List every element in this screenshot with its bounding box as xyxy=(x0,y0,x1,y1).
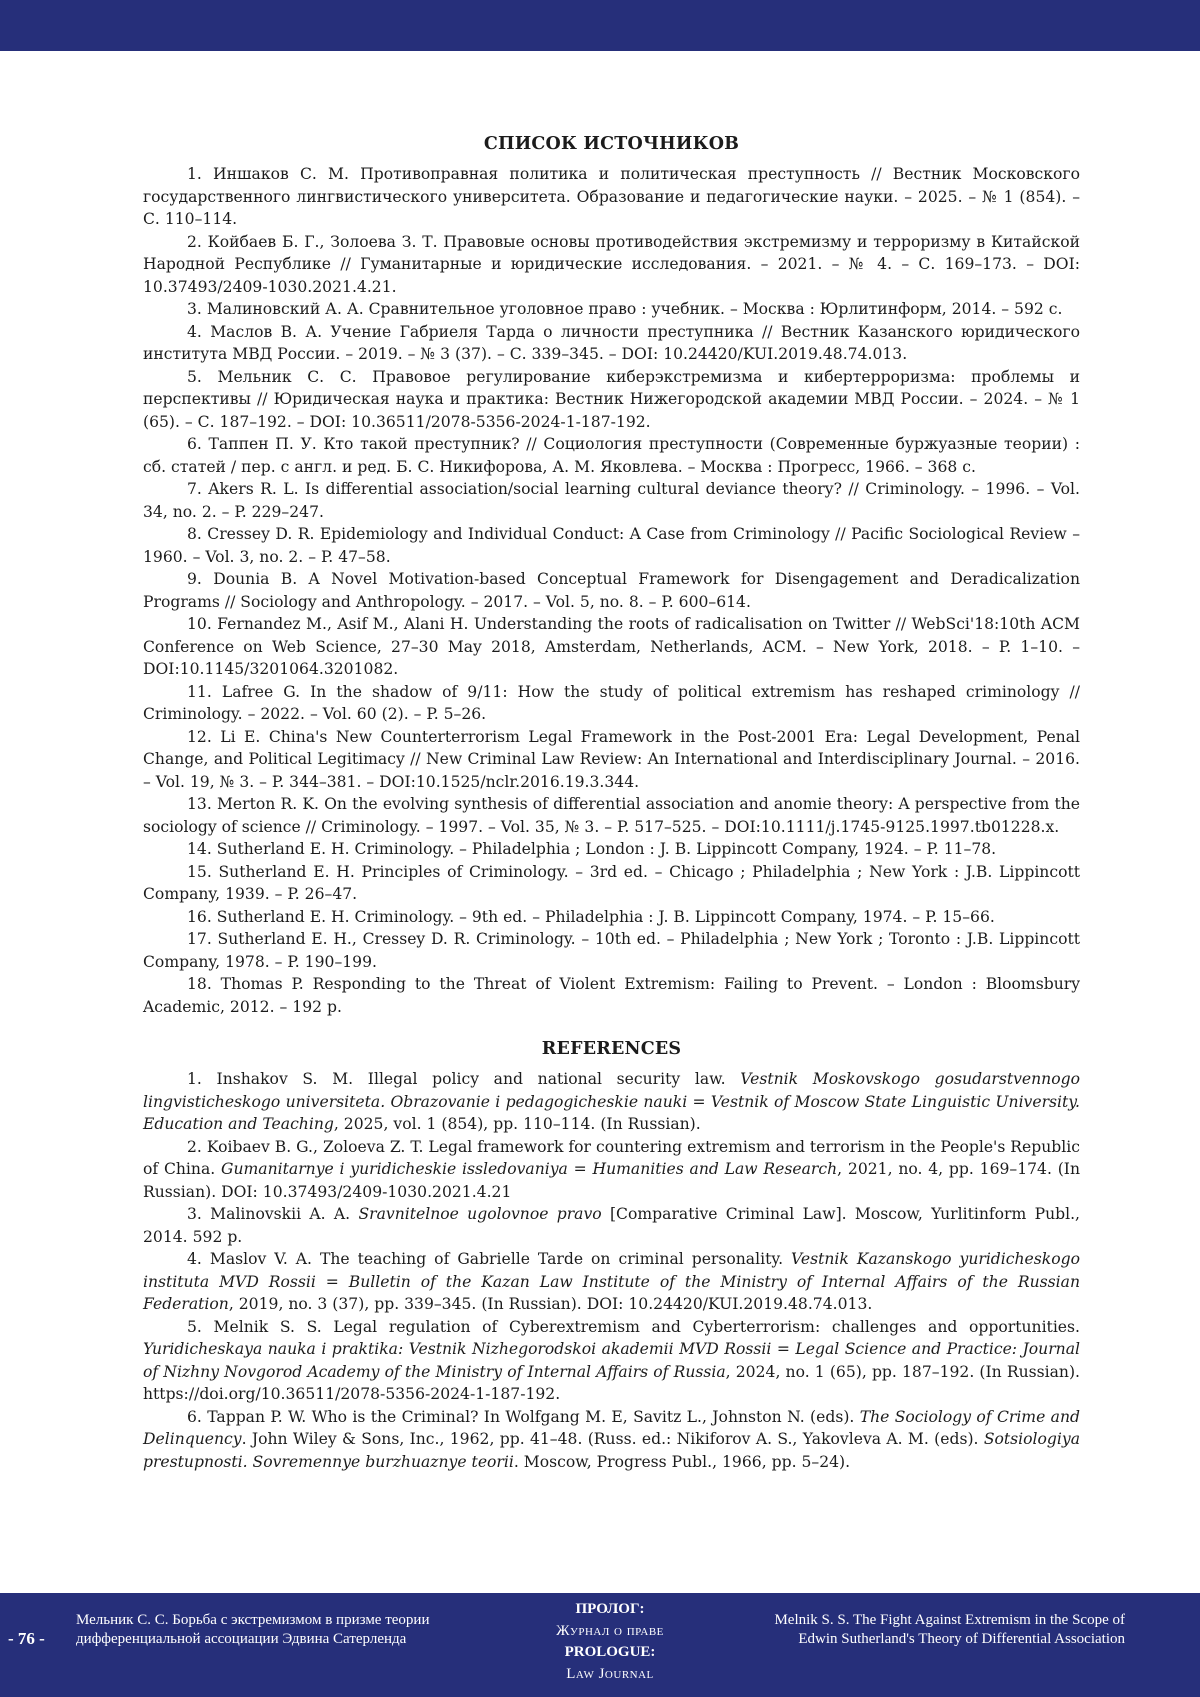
footer-running-title-ru: Мельник С. С. Борьба с экстремизмом в призме теории дифференциальной ассоциации Эдвина Сатерленда xyxy=(76,1612,430,1647)
source-item: 10. Fernandez M., Asif M., Alani H. Understanding the roots of radicalisation on Twitter // WebSci'18:10th ACM Conference on Web Science, 27–30 May 2018, Amsterdam, Netherlands, ACM. – New York, 2018. – P. 1–10. – DOI:10.1145/3201064.3201082. xyxy=(143,615,1080,678)
article-body xyxy=(143,134,1080,1473)
source-item: 15. Sutherland E. H. Principles of Criminology. – 3rd ed. – Chicago ; Philadelphia ; New York : J.B. Lippincott Company, 1939. – P. 26–47. xyxy=(143,862,1080,903)
reference-item: 1. Inshakov S. M. Illegal policy and national security law. Vestnik Moskovskogo gosudarstvennogo lingvisticheskogo universiteta. Obrazovanie i pedagogicheskie nauki = Vestnik of Moscow State Linguistic University. Education and Teaching, 2025, vol. 1 (854), pp. 110–114. (In Russian). xyxy=(143,1070,1080,1133)
source-item: 11. Lafree G. In the shadow of 9/11: How the study of political extremism has reshaped criminology // Criminology. – 2022. – Vol. 60 (2). – P. 5–26. xyxy=(143,682,1080,723)
sources-heading: СПИСОК ИСТОЧНИКОВ xyxy=(483,134,740,154)
source-item: 17. Sutherland E. H., Cressey D. R. Criminology. – 10th ed. – Philadelphia ; New York ; Toronto : J.B. Lippincott Company, 1978. – P. 190–199. xyxy=(143,930,1080,971)
source-item: 8. Cressey D. R. Epidemiology and Individual Conduct: A Case from Criminology // Pacific Sociological Review – 1960. – Vol. 3, no. 2. – P. 47–58. xyxy=(143,525,1080,566)
source-item: 6. Таппен П. У. Кто такой преступник? // Социология преступности (Современные буржуазные теории) : сб. статей / пер. с англ. и ред. Б. С. Никифорова, А. М. Яковлева. – Москва : Прогресс, 1966. – 368 с. xyxy=(143,435,1080,476)
source-item: 3. Малиновский А. А. Сравнительное уголовное право : учебник. – Москва : Юрлитинформ, 2014. – 592 с. xyxy=(187,300,1063,318)
source-item: 13. Merton R. K. On the evolving synthesis of differential association and anomie theory: A perspective from the sociology of science // Criminology. – 1997. – Vol. 35, № 3. – P. 517–525. – DOI:10.1111/j.1745-9125.1997.tb01228.x. xyxy=(143,795,1080,836)
source-item: 5. Мельник С. С. Правовое регулирование киберэкстремизма и кибертерроризма: проблемы и перспективы // Юридическая наука и практика: Вестник Нижегородской академии МВД России. – 2024. – № 1 (65). – С. 187–192. – DOI: 10.36511/2078-5356-2024-1-187-192. xyxy=(143,367,1080,431)
source-item: 1. Иншаков С. М. Противоправная политика и политическая преступность // Вестник Московского государственного лингвистического университета. Образование и педагогические науки. – 2025. – № 1 (854). – С. 110–114. xyxy=(143,165,1080,228)
reference-item: 3. Malinovskii A. A. Sravnitelnoe ugolovnoe pravo [Comparative Criminal Law]. Moscow, Yurlitinform Publ., 2014. 592 p. xyxy=(143,1205,1080,1246)
references-heading: REFERENCES xyxy=(541,1039,682,1059)
reference-item: 4. Maslov V. A. The teaching of Gabrielle Tarde on criminal personality. Vestnik Kazanskogo yuridicheskogo instituta MVD Rossii = Bulletin of the Kazan Law Institute of the Ministry of Internal Affairs of the Russian Federation, 2019, no. 3 (37), pp. 339–345. (In Russian). DOI: 10.24420/KUI.2019.48.74.013. xyxy=(143,1250,1080,1313)
source-item: 4. Маслов В. А. Учение Габриеля Тарда о личности преступника // Вестник Казанского юридического института МВД России. – 2019. – № 3 (37). – С. 339–345. – DOI: 10.24420/KUI.2019.48.74.013. xyxy=(143,322,1080,363)
journal-title: ПРОЛОГ: Журнал о праве PROLOGUE: Law Journal xyxy=(556,1601,664,1682)
source-item: 16. Sutherland E. H. Criminology. – 9th ed. – Philadelphia : J. B. Lippincott Company, 1974. – P. 15–66. xyxy=(187,907,995,926)
reference-item: 2. Koibaev B. G., Zoloeva Z. T. Legal framework for countering extremism and terrorism in the People's Republic of China. Gumanitarnye i yuridicheskie issledovaniya = Humanities and Law Research, 2021, no. 4, pp. 169–174. (In Russian). DOI: 10.37493/2409-1030.2021.4.21 xyxy=(143,1137,1081,1201)
page-number: - 76 - xyxy=(8,1629,45,1648)
header-band xyxy=(0,0,1200,51)
source-item: 9. Dounia B. A Novel Motivation-based Conceptual Framework for Disengagement and Deradicalization Programs // Sociology and Anthropology. – 2017. – Vol. 5, no. 8. – P. 600–614. xyxy=(143,570,1080,611)
footer-running-title-en: Melnik S. S. The Fight Against Extremism in the Scope of Edwin Sutherland's Theory of Differential Association xyxy=(774,1612,1125,1647)
source-item: 7. Akers R. L. Is differential association/social learning cultural deviance theory? // Criminology. – 1996. – Vol. 34, no. 2. – P. 229–247. xyxy=(143,480,1080,521)
reference-item: 5. Melnik S. S. Legal regulation of Cyberextremism and Cyberterrorism: challenges and opportunities. Yuridicheskaya nauka i praktika: Vestnik Nizhegorodskoi akademii MVD Rossii = Legal Science and Practice: Journal of Nizhny Novgorod Academy of the Ministry of Internal Affairs of Russia, 2024, no. 1 (65), pp. 187–192. (In Russian). https://doi.org/10.36511/2078-5356-2024-1-187-192. xyxy=(143,1317,1080,1403)
page-footer xyxy=(0,1593,1200,1697)
source-item: 14. Sutherland E. H. Criminology. – Philadelphia ; London : J. B. Lippincott Company, 1924. – P. 11–78. xyxy=(187,840,997,858)
source-item: 18. Thomas P. Responding to the Threat of Violent Extremism: Failing to Prevent. – London : Bloomsbury Academic, 2012. – 192 p. xyxy=(143,975,1080,1016)
source-item: 2. Койбаев Б. Г., Золоева З. Т. Правовые основы противодействия экстремизму и терроризму в Китайской Народной Республике // Гуманитарные и юридические исследования. – 2021. – № 4. – С. 169–173. – DOI: 10.37493/2409-1030.2021.4.21. xyxy=(143,232,1080,296)
source-item: 12. Li E. China's New Counterterrorism Legal Framework in the Post-2001 Era: Legal Development, Penal Change, and Political Legitimacy // New Criminal Law Review: An International and Interdisciplinary Journal. – 2016. – Vol. 19, № 3. – P. 344–381. – DOI:10.1525/nclr.2016.19.3.344. xyxy=(143,727,1080,791)
reference-item: 6. Tappan P. W. Who is the Criminal? In Wolfgang M. E, Savitz L., Johnston N. (eds). The Sociology of Crime and Delinquency. John Wiley & Sons, Inc., 1962, pp. 41–48. (Russ. ed.: Nikiforov A. S., Yakovleva A. M. (eds). Sotsiologiya prestupnosti. Sovremennye burzhuaznye teorii. Moscow, Progress Publ., 1966, pp. 5–24). xyxy=(143,1407,1080,1471)
